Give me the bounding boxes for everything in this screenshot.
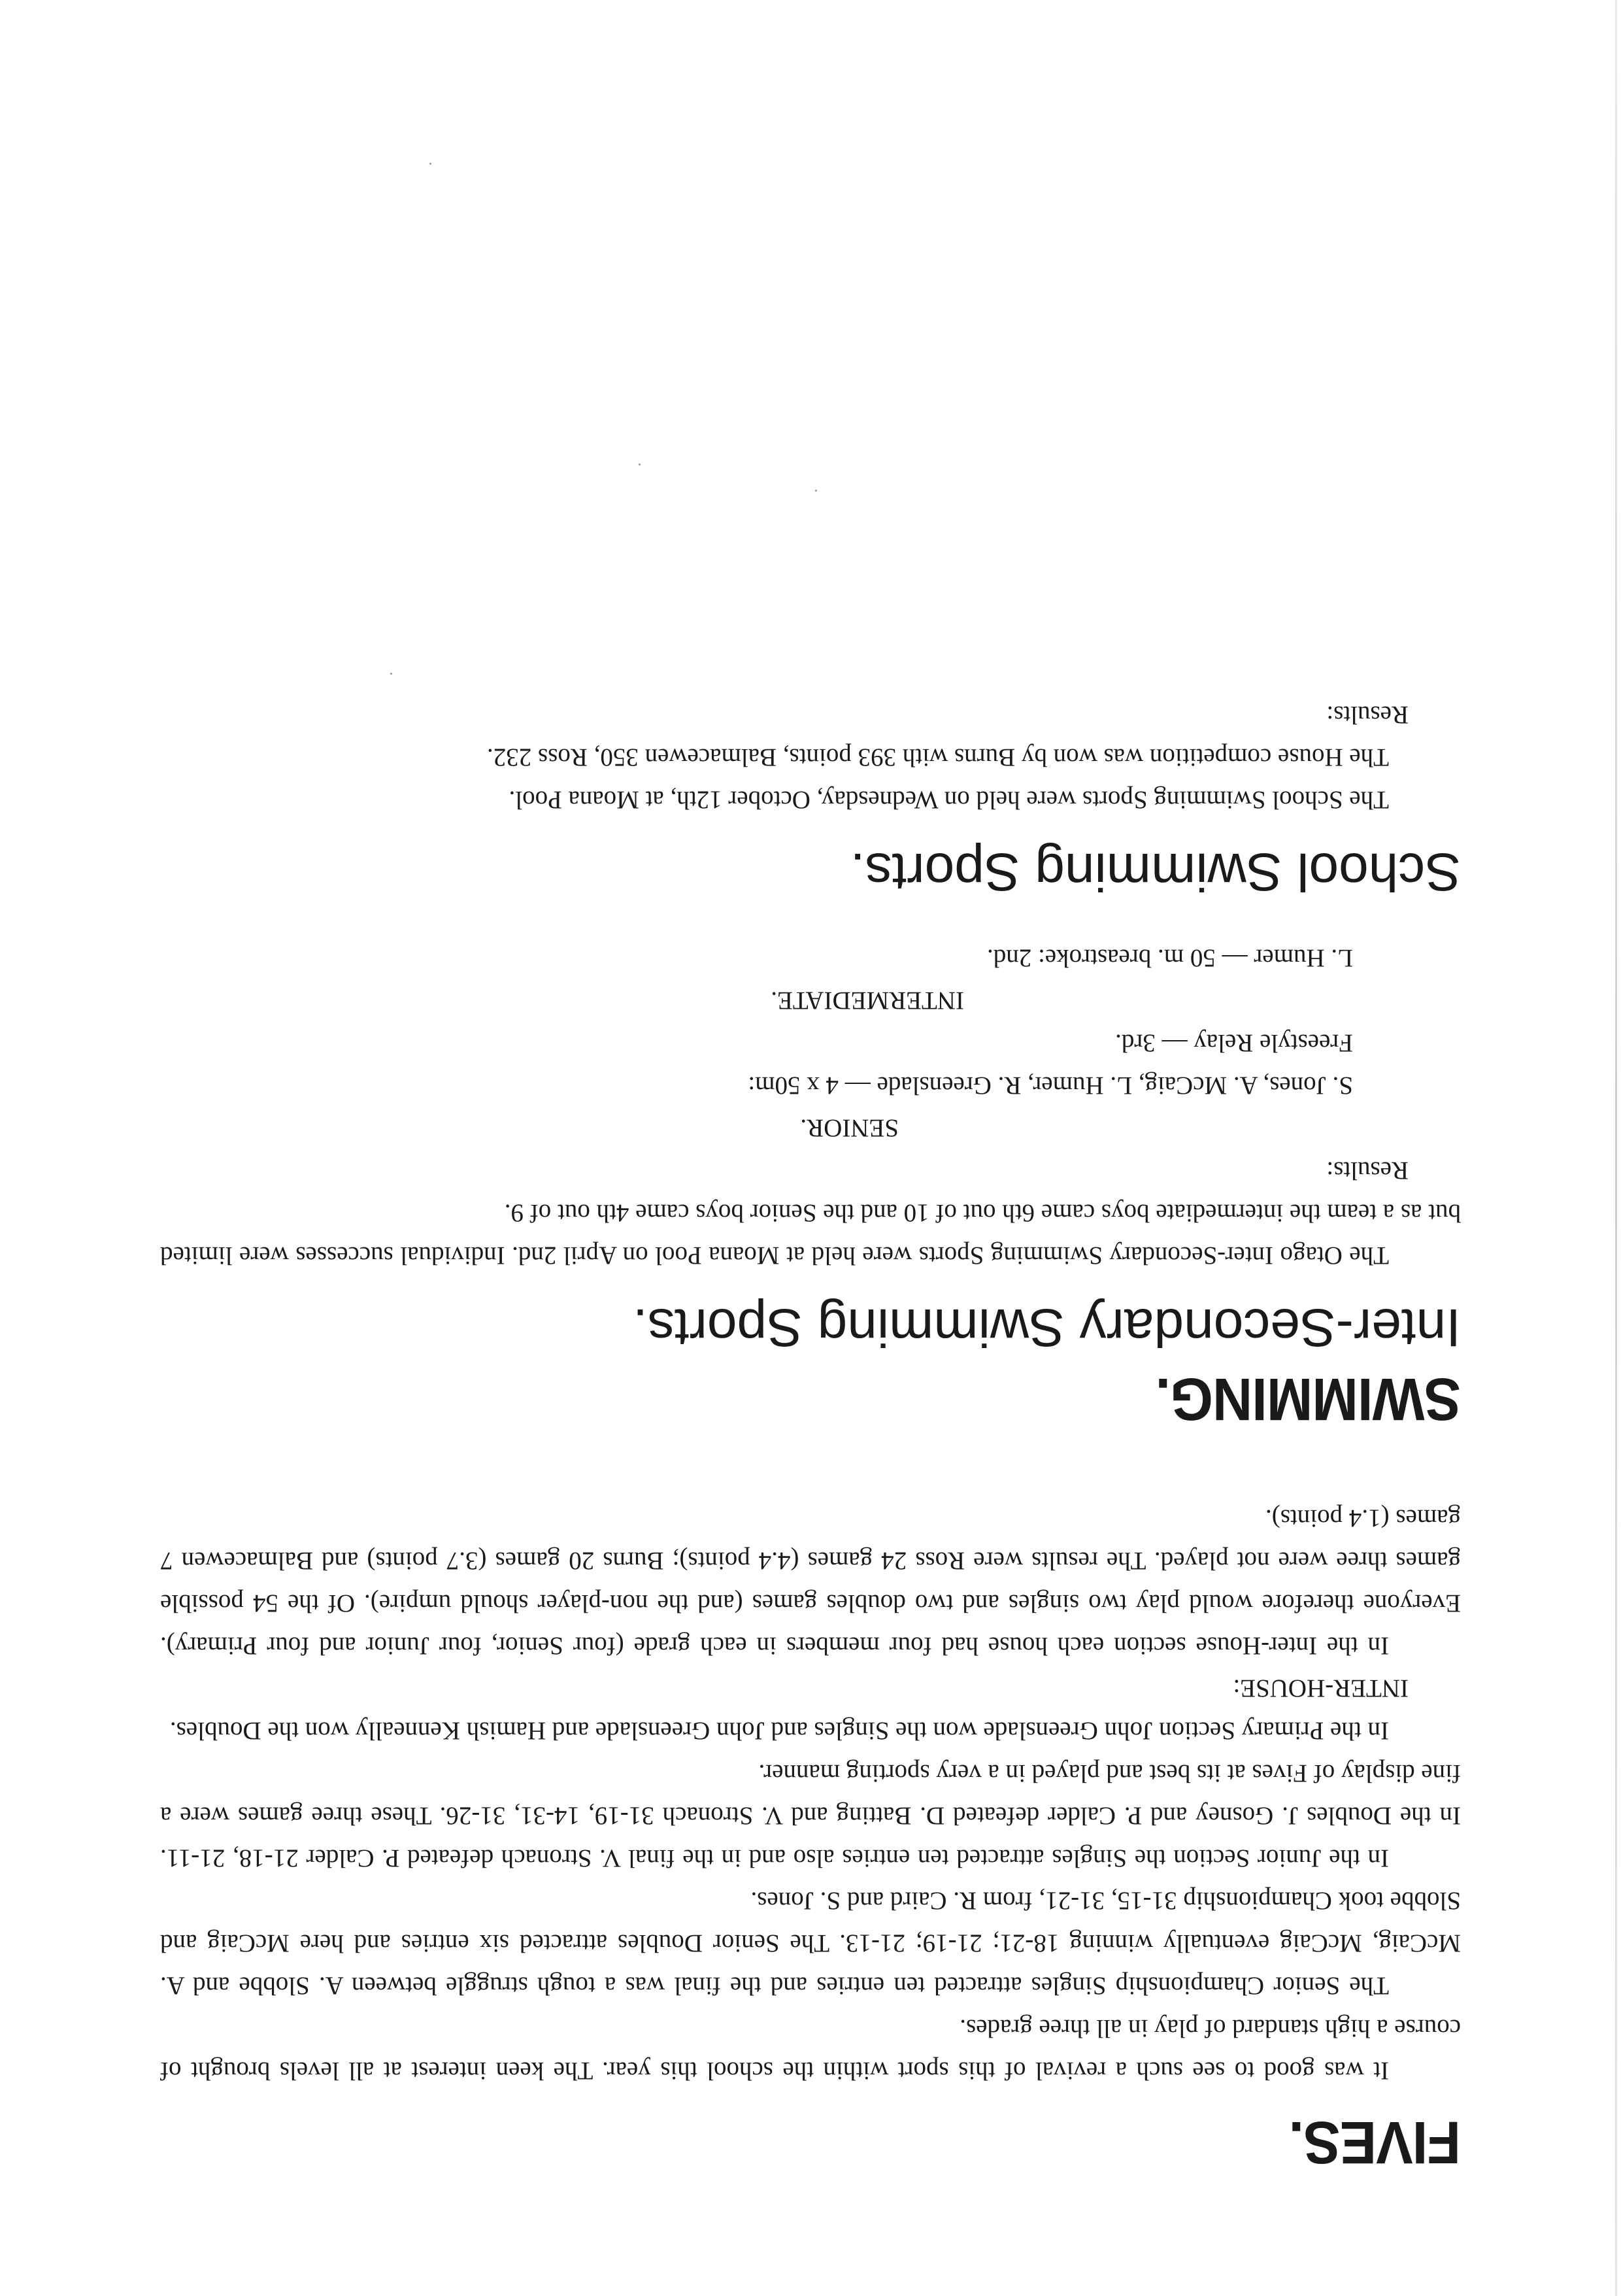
scan-speck — [429, 163, 431, 165]
inter-secondary-results-label: Results: — [1326, 1156, 1409, 1185]
inter-secondary-heading: Inter-Secondary Swimming Sports. — [633, 1298, 1461, 1357]
senior-relay-result: Freestyle Relay — 3rd. — [1115, 1029, 1353, 1057]
fives-intro-paragraph: It was good to see such a revival of this sport within the school this year. The keen interest at all levels brought of course a high standard of play in all three grades. — [160, 2014, 1461, 2085]
fives-inter-house-paragraph: In the Inter-House section each house had four members in each grade (four Senior, four Junior and four Primary). Everyone therefore would play two singles and two doubles games (and the non-player should umpire). Of the 54 possible games three were not played. The results were Ross 24 games (4.4 points); Burns 20 games (3.7 points) and Balmacewen 7 games (1.4 points). — [160, 1504, 1461, 1660]
scan-speck — [639, 464, 641, 465]
school-swimming-paragraph: The School Swimming Sports were held on Wednesday, October 12th, at Moana Pool. — [509, 786, 1389, 814]
fives-section — [160, 1497, 1461, 2178]
inter-house-label: INTER-HOUSE: — [1233, 1674, 1409, 1702]
document-body — [160, 694, 1461, 2178]
intermediate-result-line: L. Humer — 50 m. breastroke: 2nd. — [987, 944, 1353, 972]
school-swimming-heading: School Swimming Sports. — [850, 842, 1461, 902]
scan-speck — [390, 673, 392, 675]
school-results-label: Results: — [1326, 701, 1409, 729]
fives-senior-paragraph: The Senior Championship Singles attracted ten entries and the final was a tough struggle between A. Slobbe and A. McCaig, McCaig eventually winning 18-21; 21-19; 21-13. The Senior Doubles attracted six entries and here McCaig and Slobbe took Championship 31-15, 31-21, from R. Caird and S. Jones. — [160, 1887, 1461, 2000]
swimming-section — [160, 694, 1461, 1435]
house-competition-paragraph: The House competition was won by Burns with 393 points, Balmacewen 350, Ross 232. — [486, 743, 1389, 771]
inter-secondary-paragraph: The Otago Inter-Secondary Swimming Sports were held at Moana Pool on April 2nd. Individual successes were limited but as a team the intermediate boys came 6th out of 10 and the Senior boys came 4th out of 9. — [160, 1199, 1461, 1270]
fives-heading: FIVES. — [1289, 2109, 1461, 2176]
swimming-heading: SWIMMING. — [1156, 1366, 1461, 1432]
fives-primary-paragraph: In the Primary Section John Greenslade won the Singles and John Greenslade and Hamish Kenneally won the Doubles. — [169, 1717, 1389, 1745]
fives-junior-paragraph: In the Junior Section the Singles attracted ten entries also and in the final V. Stronach defeated P. Calder 21-18, 21-11. In the Doubles J. Gosney and P. Calder defeated D. Batting and V. Stronach 31-19, 14-31, 31-26. These three games were a fine display of Fives at its best and played in a very sporting manner. — [160, 1759, 1461, 1872]
senior-label: SENIOR. — [800, 1114, 899, 1142]
scan-speck — [815, 490, 817, 492]
scan-edge — [1615, 0, 1617, 2296]
intermediate-label: INTERMEDIATE. — [771, 987, 964, 1015]
senior-relay-line: S. Jones, A. McCaig, L. Humer, R. Greenslade — 4 x 50m: — [748, 1072, 1353, 1100]
